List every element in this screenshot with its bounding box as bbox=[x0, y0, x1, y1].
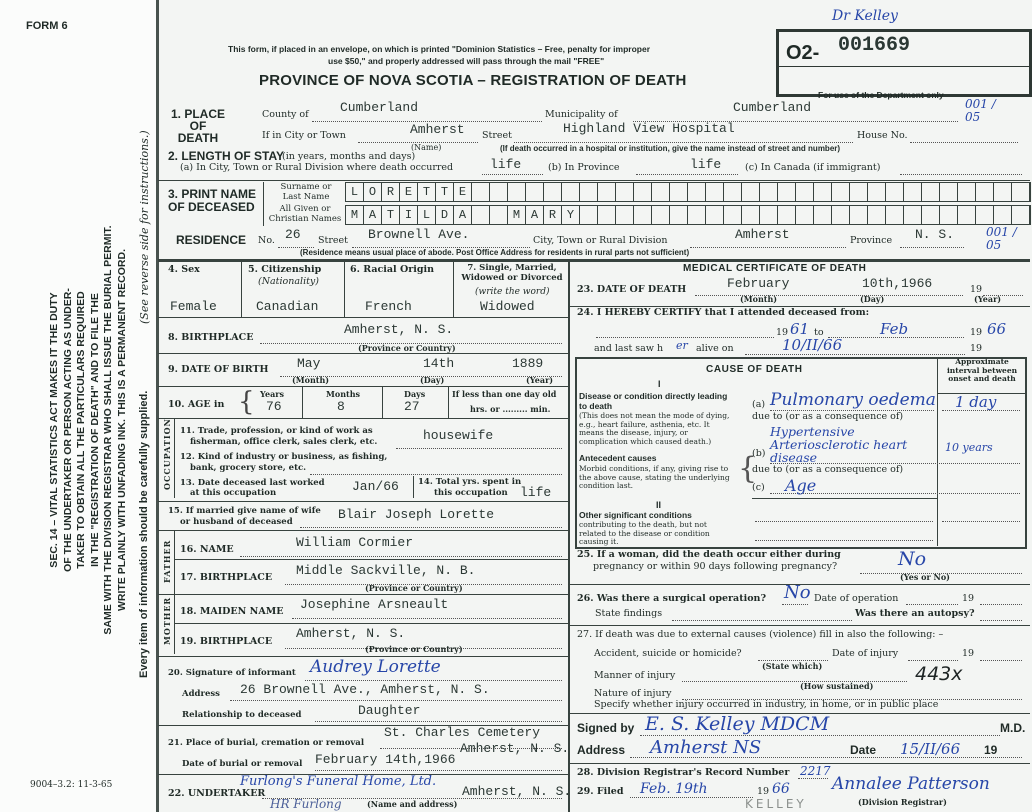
specify-label: Specify whether injury occurred in industry, in home, or in public place bbox=[594, 699, 939, 710]
county-value: Cumberland bbox=[340, 100, 419, 115]
letter-cell: T bbox=[436, 183, 454, 201]
municipality-value: Cumberland bbox=[733, 100, 812, 115]
house-no-label: House No. bbox=[857, 130, 908, 141]
letter-cell bbox=[616, 206, 634, 224]
letter-cell: L bbox=[346, 183, 364, 201]
mail-notice: This form, if placed in an envelope, on which is printed "Dominion Statistics – Free, penalty for improper bbox=[228, 44, 651, 54]
place-of-death-label: 1. PLACE OF DEATH bbox=[170, 107, 225, 145]
letter-cell bbox=[544, 183, 562, 201]
q15-label: 15. If married give name of wife bbox=[168, 506, 321, 516]
letter-cell bbox=[652, 183, 670, 201]
manner-label: Manner of injury bbox=[594, 670, 676, 681]
address-label: Address bbox=[182, 689, 220, 699]
letter-cell bbox=[724, 206, 742, 224]
year-prefix: 19 bbox=[962, 648, 975, 659]
q26-label: 26. Was there a surgical operation? bbox=[577, 593, 767, 604]
q17-label: 17. BIRTHPLACE bbox=[180, 572, 273, 583]
q18-label: 18. MAIDEN NAME bbox=[180, 606, 284, 617]
year-prefix: 19 bbox=[970, 284, 983, 295]
last-saw-pronoun: er bbox=[676, 339, 688, 352]
residence-no-label: No. bbox=[258, 235, 275, 246]
dob-day: 14th bbox=[423, 356, 455, 371]
physician-signature: E. S. Kelley MDCM bbox=[645, 713, 830, 735]
marital-hint: (write the word) bbox=[475, 287, 550, 297]
cause-b-label: (b) bbox=[752, 448, 766, 459]
letter-cell bbox=[904, 183, 922, 201]
year-hint: (Year) bbox=[974, 294, 1002, 304]
form-title: PROVINCE OF NOVA SCOTIA – REGISTRATION OF DEATH bbox=[259, 72, 687, 89]
residence-dept-code: 001 / 05 bbox=[986, 225, 1017, 252]
year-prefix: 19 bbox=[970, 327, 983, 338]
letter-cell: D bbox=[436, 206, 454, 224]
sex-value: Female bbox=[170, 299, 217, 314]
spouse-name: Blair Joseph Lorette bbox=[338, 507, 495, 522]
reg-number: 001669 bbox=[838, 34, 911, 57]
months-label: Months bbox=[326, 389, 361, 399]
direct-cause-title: Disease or condition directly leading to death bbox=[579, 391, 728, 411]
how-sustained-hint: (How sustained) bbox=[800, 681, 874, 691]
year-prefix: 19 bbox=[757, 786, 770, 797]
dob-year: 1889 bbox=[512, 356, 544, 371]
province-hint: (Province or Country) bbox=[365, 583, 463, 593]
letter-cell: E bbox=[400, 183, 418, 201]
years-in-occupation-value: life bbox=[520, 485, 552, 500]
province-hint: (Province or Country) bbox=[358, 343, 456, 353]
letter-cell bbox=[814, 206, 832, 224]
registrar-signature: Annalee Patterson bbox=[832, 774, 990, 794]
relationship-value: Daughter bbox=[358, 703, 421, 718]
letter-cell bbox=[1012, 206, 1030, 224]
every-item-note: Every item of information should be carefully supplied. bbox=[138, 390, 150, 678]
year-prefix: 19 bbox=[970, 343, 983, 354]
letter-cell bbox=[850, 206, 868, 224]
dept-code: 001 / 05 bbox=[965, 97, 996, 124]
letter-cell bbox=[472, 183, 490, 201]
record-number: 2217 bbox=[800, 764, 831, 778]
notice-line: OF THE UNDERTAKER OR PERSON ACTING AS UNDER- bbox=[61, 288, 74, 572]
letter-cell bbox=[994, 183, 1012, 201]
given-names-cells bbox=[345, 205, 1031, 225]
letter-cell bbox=[940, 183, 958, 201]
residence-city-label: City, Town or Rural Division bbox=[533, 235, 668, 246]
letter-cell bbox=[832, 206, 850, 224]
letter-cell: I bbox=[400, 206, 418, 224]
hrs-min-label: hrs. or ......... min. bbox=[470, 404, 551, 414]
burial-place: St. Charles Cemetery bbox=[384, 725, 541, 740]
q25-label-2: pregnancy or within 90 days following pregnancy? bbox=[593, 561, 838, 572]
letter-cell bbox=[868, 206, 886, 224]
due-to-label: due to (or as a consequence of) bbox=[752, 411, 904, 422]
stay-city-value: life bbox=[490, 157, 522, 172]
q29-label: 29. Filed bbox=[577, 786, 624, 797]
letter-cell bbox=[652, 206, 670, 224]
antecedent-title: Antecedent causes bbox=[579, 453, 657, 463]
q14-label: 14. Total yrs. spent in bbox=[418, 477, 522, 487]
stay-hint: (in years, months and days) bbox=[282, 151, 416, 162]
letter-cell bbox=[796, 183, 814, 201]
father-name: William Cormier bbox=[296, 535, 414, 550]
letter-cell bbox=[562, 183, 580, 201]
name-hint: (Name) bbox=[411, 143, 442, 152]
signed-date: 15/II/66 bbox=[900, 740, 961, 758]
cause-b-interval: 10 years bbox=[945, 441, 993, 454]
letter-cell bbox=[832, 183, 850, 201]
letter-cell bbox=[922, 206, 940, 224]
birthplace-value: Amherst, N. S. bbox=[344, 322, 454, 337]
mother-birthplace: Amherst, N. S. bbox=[296, 626, 406, 641]
age-years: 76 bbox=[266, 399, 282, 414]
years-label: Years bbox=[260, 389, 285, 399]
other-conditions-title: Other significant conditions bbox=[579, 510, 692, 520]
letter-cell: R bbox=[382, 183, 400, 201]
age-months: 8 bbox=[337, 399, 345, 414]
age-days: 27 bbox=[404, 399, 420, 414]
cause-of-death-title: CAUSE OF DEATH bbox=[706, 364, 803, 375]
occupation-value: housewife bbox=[423, 428, 494, 443]
q13-label-2: at this occupation bbox=[190, 488, 277, 498]
death-month: February bbox=[727, 276, 790, 291]
injury-date-label: Date of injury bbox=[832, 648, 899, 659]
kelley-stamp: KELLEY bbox=[745, 797, 807, 811]
letter-cell bbox=[796, 206, 814, 224]
letter-cell: Y bbox=[562, 206, 580, 224]
q15-label-2: or husband of deceased bbox=[180, 517, 293, 527]
letter-cell bbox=[670, 183, 688, 201]
notice-line: WRITE PLAINLY WITH UNFADING INK. THIS IS A PERMANENT RECORD. bbox=[115, 248, 128, 612]
letter-cell bbox=[670, 206, 688, 224]
due-to-label: due to (or as a consequence of) bbox=[752, 464, 904, 475]
mother-maiden-name: Josephine Arsneault bbox=[300, 597, 449, 612]
physician-address: Amherst NS bbox=[650, 737, 762, 758]
letter-cell bbox=[634, 183, 652, 201]
letter-cell bbox=[490, 183, 508, 201]
letter-cell bbox=[598, 183, 616, 201]
q23-label: 23. DATE OF DEATH bbox=[577, 284, 687, 295]
street-label: Street bbox=[482, 130, 512, 141]
stay-c-label: (c) In Canada (if immigrant) bbox=[745, 162, 881, 173]
undertaker-signature: HR Furlong bbox=[270, 797, 342, 811]
surname-label: Surname or Last Name bbox=[280, 182, 332, 202]
surgical-operation-answer: No bbox=[784, 582, 811, 603]
part-1-label: I bbox=[658, 379, 661, 389]
cause-c-value: Age bbox=[785, 476, 817, 495]
notice-line: SEC. 14 – VITAL STATISTICS ACT MAKES IT THE DUTY bbox=[48, 292, 60, 568]
interval-header: Approximate interval between onset and death bbox=[946, 357, 1018, 383]
letter-cell bbox=[634, 206, 652, 224]
burial-date: February 14th,1966 bbox=[315, 752, 456, 767]
letter-cell bbox=[886, 183, 904, 201]
marital-label: 7. Single, Married, Widowed or Divorced bbox=[461, 263, 563, 283]
findings-label: State findings bbox=[595, 608, 663, 619]
residence-street-label: Street bbox=[318, 235, 348, 246]
day-hint: (Day) bbox=[420, 375, 445, 385]
last-seen-alive-date: 10/II/66 bbox=[782, 336, 843, 354]
month-hint: (Month) bbox=[292, 375, 330, 385]
given-names-label: All Given or Christian Names bbox=[268, 204, 342, 224]
surname-cells bbox=[345, 182, 1031, 202]
q11-label: 11. Trade, profession, or kind of work as bbox=[180, 426, 373, 436]
antecedent-description: Morbid conditions, if any, giving rise to the above cause, stating the underlying condition last. bbox=[579, 464, 730, 490]
attended-from-year: 61 bbox=[790, 320, 810, 338]
state-which-hint: (State which) bbox=[762, 661, 823, 671]
citizenship-label: 5. Citizenship bbox=[248, 264, 322, 275]
letter-cell bbox=[778, 183, 796, 201]
notice-line: TAKER TO OBTAIN ALL THE PARTICULARS REQUIRED bbox=[75, 291, 87, 569]
letter-cell bbox=[814, 183, 832, 201]
municipality-label: Municipality of bbox=[545, 109, 618, 120]
letter-cell bbox=[760, 183, 778, 201]
year-prefix: 19 bbox=[984, 743, 998, 757]
letter-cell bbox=[850, 183, 868, 201]
cause-b-value: Hypertensive Arteriosclerotic heart disease bbox=[770, 424, 908, 465]
length-of-stay-label: 2. LENGTH OF STAY bbox=[168, 149, 285, 163]
letter-cell: T bbox=[382, 206, 400, 224]
q28-label: 28. Division Registrar's Record Number bbox=[577, 767, 790, 778]
q12-label: 12. Kind of industry or business, as fishing, bbox=[180, 452, 388, 462]
letter-cell bbox=[616, 183, 634, 201]
letter-cell bbox=[976, 206, 994, 224]
signed-by-label: Signed by bbox=[577, 721, 635, 735]
undertaker-town: Amherst, N. S. bbox=[462, 784, 572, 799]
q24-label: 24. I HEREBY CERTIFY that I attended deceased from: bbox=[577, 307, 870, 318]
attended-to: Feb bbox=[880, 320, 909, 338]
letter-cell bbox=[1012, 183, 1030, 201]
letter-cell bbox=[526, 183, 544, 201]
accident-label: Accident, suicide or homicide? bbox=[594, 648, 742, 659]
death-day: 10th,1966 bbox=[862, 276, 933, 291]
mail-notice-2: use $50," and properly addressed will pass through the mail "FREE" bbox=[328, 56, 605, 66]
letter-cell bbox=[976, 183, 994, 201]
age-label: 10. AGE in bbox=[168, 399, 225, 410]
letter-cell: A bbox=[454, 206, 472, 224]
nature-label: Nature of injury bbox=[594, 688, 672, 699]
letter-cell bbox=[922, 183, 940, 201]
age-brace: { bbox=[238, 387, 255, 417]
stay-a-label: (a) In City, Town or Rural Division where death occurred bbox=[180, 162, 454, 173]
burial-date-label: Date of burial or removal bbox=[182, 759, 303, 769]
md-label: M.D. bbox=[1000, 721, 1026, 735]
undertaker-name: Furlong's Funeral Home, Ltd. bbox=[240, 774, 437, 789]
year-prefix: 19 bbox=[962, 593, 975, 604]
last-worked-value: Jan/66 bbox=[352, 479, 399, 494]
letter-cell: A bbox=[364, 206, 382, 224]
letter-cell: R bbox=[544, 206, 562, 224]
residence-province-label: Province bbox=[850, 235, 893, 246]
letter-cell bbox=[688, 206, 706, 224]
citizenship-hint: (Nationality) bbox=[258, 276, 320, 287]
print-code: 9004–3.2: 11-3-65 bbox=[30, 780, 113, 790]
letter-cell: A bbox=[526, 206, 544, 224]
occupation-side-label: OCCUPATION bbox=[162, 418, 172, 490]
letter-cell bbox=[688, 183, 706, 201]
letter-cell bbox=[742, 206, 760, 224]
q20-label: 20. Signature of informant bbox=[168, 668, 296, 678]
dob-label: 9. DATE OF BIRTH bbox=[168, 364, 269, 375]
letter-cell bbox=[994, 206, 1012, 224]
residence-no-value: 26 bbox=[285, 227, 301, 242]
cause-a-interval: 1 day bbox=[955, 393, 997, 411]
letter-cell bbox=[940, 206, 958, 224]
city-label: If in City or Town bbox=[262, 130, 346, 141]
to-label: to bbox=[814, 327, 824, 338]
letter-cell bbox=[580, 183, 598, 201]
q12-label-2: bank, grocery store, etc. bbox=[190, 463, 307, 473]
q19-label: 19. BIRTHPLACE bbox=[180, 636, 273, 647]
letter-cell bbox=[904, 206, 922, 224]
stay-b-label: (b) In Province bbox=[548, 162, 620, 173]
yes-no-hint: (Yes or No) bbox=[900, 572, 950, 582]
county-label: County of bbox=[262, 109, 309, 120]
residence-street-value: Brownell Ave. bbox=[368, 227, 470, 242]
letter-cell bbox=[508, 183, 526, 201]
day-hint: (Day) bbox=[860, 294, 885, 304]
antecedent-brace: { bbox=[738, 451, 758, 486]
letter-cell: O bbox=[364, 183, 382, 201]
medical-certificate-title: MEDICAL CERTIFICATE OF DEATH bbox=[683, 263, 867, 274]
residence-province-value: N. S. bbox=[915, 227, 955, 242]
q27-label: 27. If death was due to external causes (violence) fill in also the following: – bbox=[577, 629, 944, 640]
form-number: FORM 6 bbox=[26, 20, 68, 32]
marital-value: Widowed bbox=[480, 299, 535, 314]
letter-cell: T bbox=[418, 183, 436, 201]
month-hint: (Month) bbox=[740, 294, 778, 304]
hospital-street-value: Highland View Hospital bbox=[563, 121, 735, 136]
q16-label: 16. NAME bbox=[180, 544, 234, 555]
q21-label: 21. Place of burial, cremation or removal bbox=[168, 738, 365, 748]
letter-cell bbox=[490, 206, 508, 224]
see-reverse-note: (See reverse side for instructions.) bbox=[138, 130, 151, 324]
cause-a-label: (a) bbox=[752, 399, 766, 410]
notice-line: SAME WITH THE DIVISION REGISTRAR WHO SHALL ISSUE THE BURIAL PERMIT. bbox=[102, 225, 114, 635]
registrar-hint: (Division Registrar) bbox=[858, 797, 947, 807]
last-saw-label: and last saw h bbox=[594, 343, 664, 354]
letter-cell bbox=[778, 206, 796, 224]
q25-label: 25. If a woman, did the death occur either during bbox=[577, 549, 841, 560]
residence-hint: (Residence means usual place of abode. Post Office Address for residents in rural parts not sufficient) bbox=[300, 248, 690, 257]
letter-cell: E bbox=[454, 183, 472, 201]
alive-on-label: alive on bbox=[696, 343, 734, 354]
year-hint: (Year) bbox=[526, 375, 554, 385]
autopsy-label: Was there an autopsy? bbox=[855, 608, 975, 619]
physician-address-label: Address bbox=[577, 743, 626, 757]
racial-origin-label: 6. Racial Origin bbox=[350, 264, 435, 275]
attended-to-year: 66 bbox=[987, 320, 1007, 338]
cause-a-value: Pulmonary oedema bbox=[770, 390, 936, 410]
operation-date-label: Date of operation bbox=[814, 593, 899, 604]
cause-c-label: (c) bbox=[752, 482, 765, 493]
father-side-label: FATHER bbox=[162, 539, 172, 583]
q22-label: 22. UNDERTAKER bbox=[168, 788, 266, 799]
birthplace-label: 8. BIRTHPLACE bbox=[168, 332, 254, 343]
q11-label-2: fisherman, office clerk, sales clerk, etc. bbox=[190, 437, 378, 447]
residence-label: RESIDENCE bbox=[176, 233, 247, 247]
letter-cell bbox=[958, 206, 976, 224]
filed-date: Feb. 19th bbox=[640, 781, 708, 797]
q14-label-2: this occupation bbox=[434, 488, 508, 498]
letter-cell bbox=[706, 183, 724, 201]
father-birthplace: Middle Sackville, N. B. bbox=[296, 563, 476, 578]
residence-city-value: Amherst bbox=[735, 227, 790, 242]
filed-year: 66 bbox=[772, 781, 790, 797]
other-conditions-description: contributing to the death, but not related to the disease or condition causing it. bbox=[579, 520, 710, 546]
letter-cell bbox=[724, 183, 742, 201]
days-label: Days bbox=[404, 389, 426, 399]
direct-cause-description: (This does not mean the mode of dying, e.g., heart failure, asthenia, etc. It means the disease, injury, or complication which caused death.) bbox=[579, 411, 730, 446]
doctor-note: Dr Kelley bbox=[832, 8, 898, 24]
q13-label: 13. Date deceased last worked bbox=[180, 478, 325, 488]
year-prefix: 19 bbox=[776, 327, 789, 338]
sex-label: 4. Sex bbox=[168, 264, 200, 275]
name-address-hint: (Name and address) bbox=[367, 799, 458, 809]
less-than-day-label: If less than one day old bbox=[452, 389, 557, 399]
pregnancy-answer: No bbox=[898, 548, 927, 570]
informant-address: 26 Brownell Ave., Amherst, N. S. bbox=[240, 682, 490, 697]
informant-signature: Audrey Lorette bbox=[310, 657, 441, 677]
letter-cell bbox=[472, 206, 490, 224]
citizenship-value: Canadian bbox=[256, 299, 319, 314]
signed-date-label: Date bbox=[850, 743, 877, 757]
dob-month: May bbox=[297, 356, 321, 371]
letter-cell bbox=[868, 183, 886, 201]
letter-cell: L bbox=[418, 206, 436, 224]
province-hint: (Province or Country) bbox=[365, 644, 463, 654]
racial-origin-value: French bbox=[365, 299, 412, 314]
print-name-label: 3. PRINT NAME OF DECEASED bbox=[168, 187, 257, 214]
stay-province-value: life bbox=[690, 157, 722, 172]
letter-cell bbox=[958, 183, 976, 201]
dept-only-label: For use of the Department only bbox=[818, 90, 944, 100]
street-hint: (If death occurred in a hospital or institution, give the name instead of street and number) bbox=[500, 144, 841, 153]
letter-cell: M bbox=[346, 206, 364, 224]
letter-cell bbox=[760, 206, 778, 224]
mother-side-label: MOTHER bbox=[162, 596, 172, 645]
relationship-label: Relationship to deceased bbox=[182, 710, 302, 720]
letter-cell bbox=[706, 206, 724, 224]
cause-code: 443x bbox=[915, 663, 963, 685]
statute-notice bbox=[48, 170, 129, 690]
letter-cell: M bbox=[508, 206, 526, 224]
letter-cell bbox=[598, 206, 616, 224]
letter-cell bbox=[886, 206, 904, 224]
part-2-label: II bbox=[656, 500, 662, 510]
reg-prefix: O2- bbox=[786, 42, 820, 64]
letter-cell bbox=[580, 206, 598, 224]
city-value: Amherst bbox=[410, 122, 465, 137]
notice-line: IN THE "REGISTRATION OF DEATH" AND TO FILE THE bbox=[88, 293, 101, 567]
letter-cell bbox=[742, 183, 760, 201]
burial-town: Amherst, N. S. bbox=[460, 741, 570, 756]
